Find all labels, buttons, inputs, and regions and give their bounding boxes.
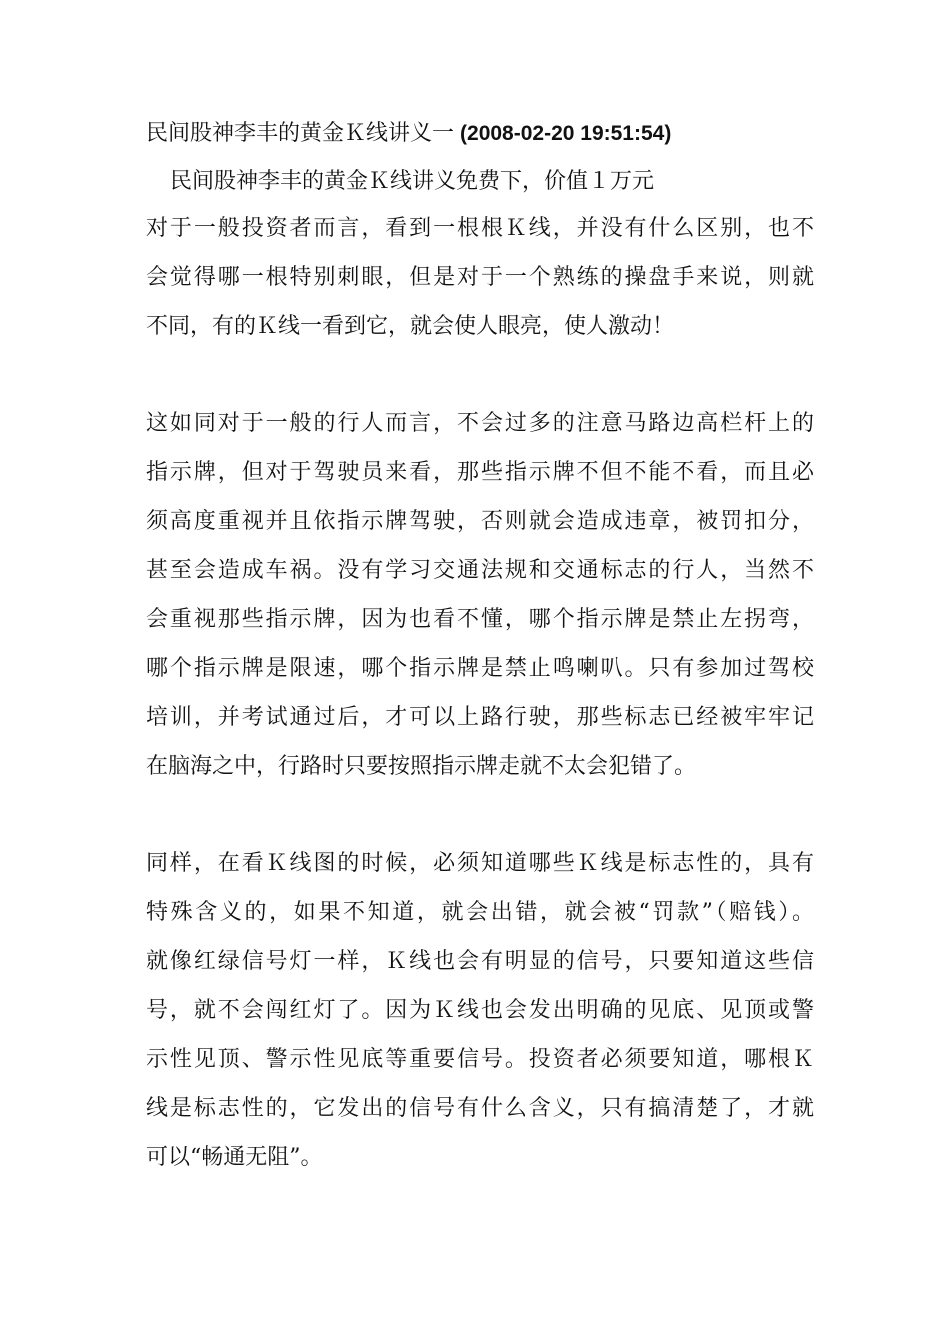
text-line: 不同，有的Ｋ线一看到它，就会使人眼亮，使人激动！ bbox=[146, 314, 675, 339]
paragraph-1 bbox=[146, 204, 814, 351]
text-line: 在脑海之中，行路时只要按照指示牌走就不太会犯错了。 bbox=[146, 754, 697, 779]
text-line: 指示牌，但对于驾驶员来看，那些指示牌不但不能不看，而且必 bbox=[146, 460, 814, 485]
document-page bbox=[146, 112, 814, 1182]
text-line: 线是标志性的，它发出的信号有什么含义，只有搞清楚了，才就 bbox=[146, 1096, 814, 1121]
text-line: 这如同对于一般的行人而言，不会过多的注意马路边高栏杆上的 bbox=[146, 411, 814, 436]
paragraph-3 bbox=[146, 839, 814, 1182]
title-text: 民间股神李丰的黄金Ｋ线讲义一 bbox=[146, 121, 455, 146]
paragraph-gap bbox=[146, 791, 814, 839]
text-line: 对于一般投资者而言，看到一根根Ｋ线，并没有什么区别，也不 bbox=[146, 216, 814, 241]
document-subtitle: 民间股神李丰的黄金Ｋ线讲义免费下，价值１万元 bbox=[170, 169, 655, 194]
text-line: 培训，并考试通过后，才可以上路行驶，那些标志已经被牢牢记 bbox=[146, 705, 814, 730]
paragraph-2 bbox=[146, 399, 814, 791]
text-line: 示性见顶、警示性见底等重要信号。投资者必须要知道，哪根Ｋ bbox=[146, 1047, 814, 1072]
text-line: 可以“畅通无阻”。 bbox=[146, 1145, 323, 1170]
text-line: 须高度重视并且依指示牌驾驶，否则就会造成违章，被罚扣分， bbox=[146, 509, 814, 534]
paragraph-gap bbox=[146, 351, 814, 399]
text-line: 同样，在看Ｋ线图的时候，必须知道哪些Ｋ线是标志性的，具有 bbox=[146, 851, 814, 876]
document-title bbox=[146, 112, 814, 156]
text-line: 会觉得哪一根特别刺眼，但是对于一个熟练的操盘手来说，则就 bbox=[146, 265, 814, 290]
text-line: 会重视那些指示牌，因为也看不懂，哪个指示牌是禁止左拐弯， bbox=[146, 607, 814, 632]
text-line: 号，就不会闯红灯了。因为Ｋ线也会发出明确的见底、见顶或警 bbox=[146, 998, 814, 1023]
text-line: 甚至会造成车祸。没有学习交通法规和交通标志的行人，当然不 bbox=[146, 558, 814, 583]
text-line: 哪个指示牌是限速，哪个指示牌是禁止鸣喇叭。只有参加过驾校 bbox=[146, 656, 814, 681]
text-line: 特殊含义的，如果不知道，就会出错，就会被“罚款”（赔钱）。 bbox=[146, 900, 814, 925]
text-line: 就像红绿信号灯一样，Ｋ线也会有明显的信号，只要知道这些信 bbox=[146, 949, 814, 974]
title-date: (2008-02-20 19:51:54) bbox=[460, 122, 672, 145]
